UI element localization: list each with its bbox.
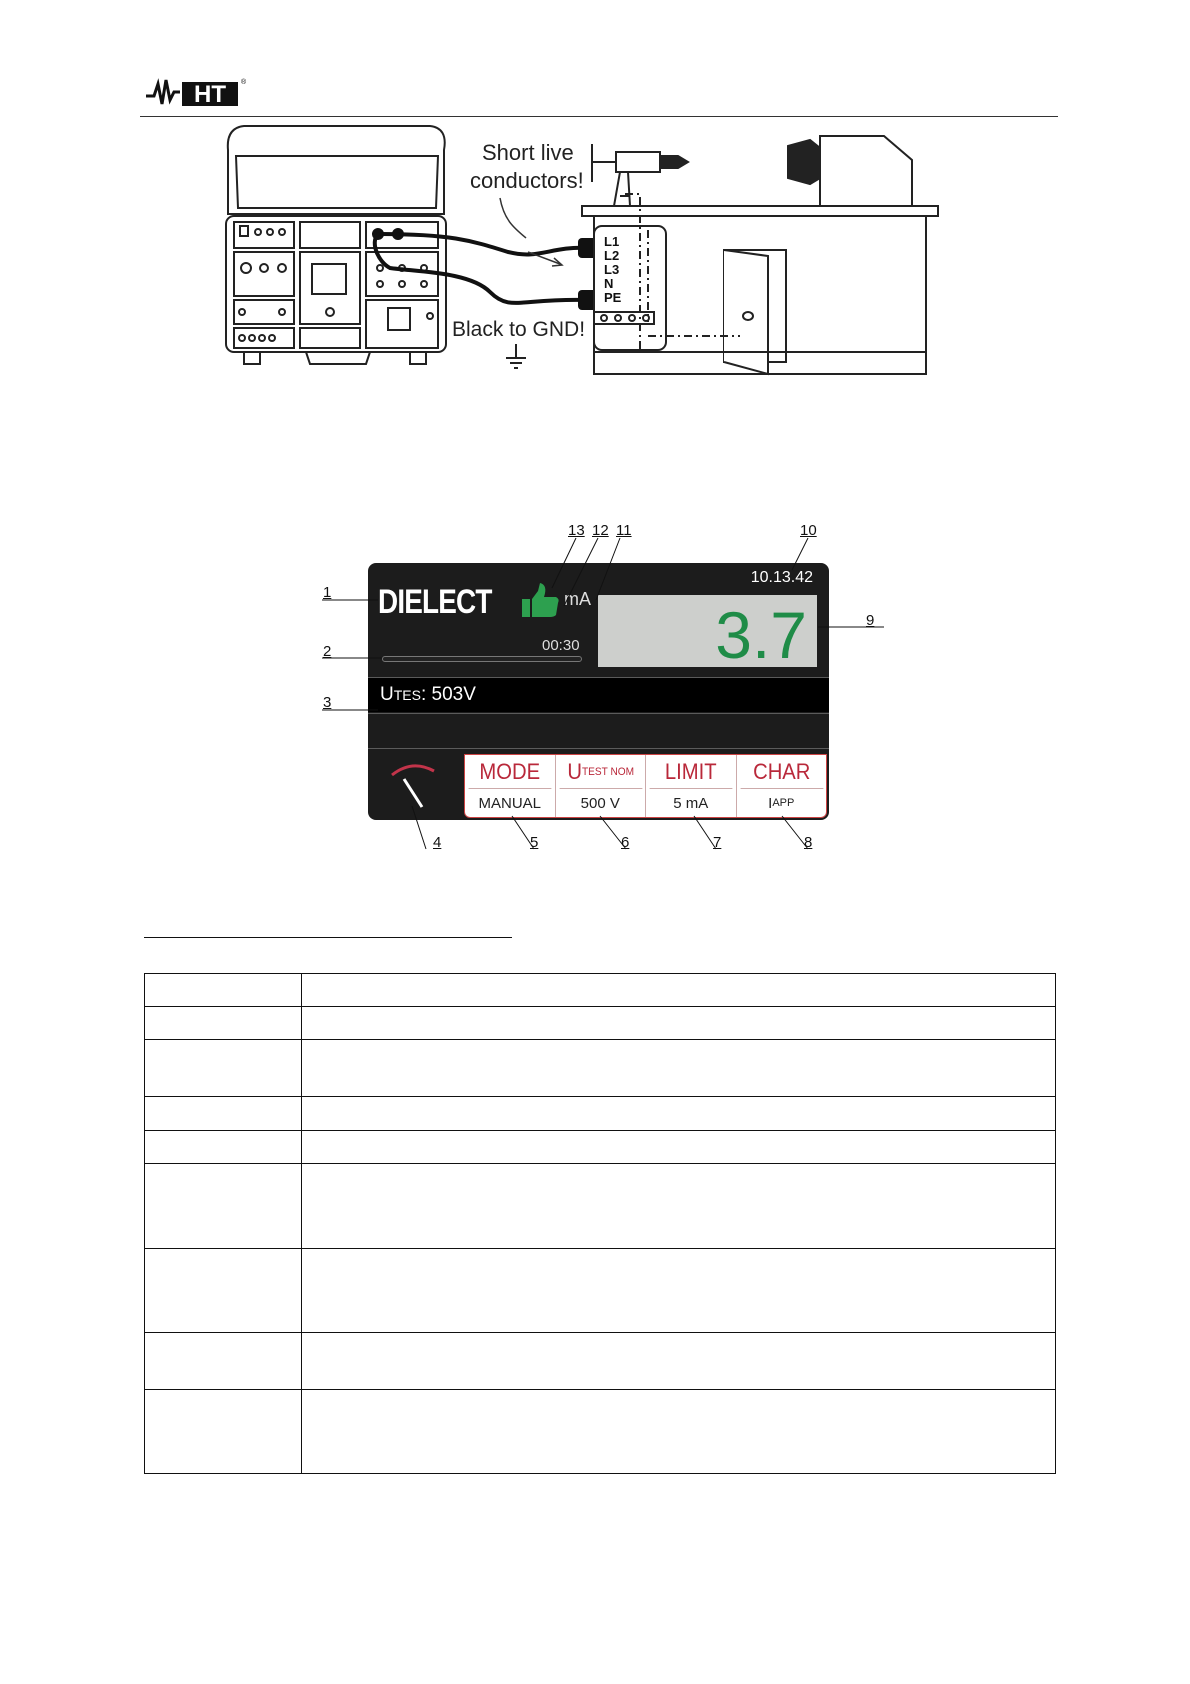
utest-nom-key-label (559, 755, 641, 789)
utes-row (368, 678, 829, 712)
iapp-sub: APP (772, 797, 795, 809)
table-row (145, 1164, 1056, 1249)
terminal-l1: L1 (604, 234, 620, 249)
screen-time: 10.13.42 (750, 569, 813, 586)
utes-sub: TES (393, 687, 421, 703)
callout-11: 11 (616, 522, 632, 539)
char-key[interactable] (737, 755, 827, 817)
mode-key[interactable] (465, 755, 556, 817)
soft-key-bar (464, 754, 827, 818)
table-row (145, 1333, 1056, 1390)
screen-divider (368, 713, 829, 714)
analog-meter-icon[interactable] (378, 755, 452, 811)
result-display (598, 595, 817, 672)
table-row (145, 1007, 1056, 1040)
machine-illustration (582, 136, 938, 374)
char-key-value (737, 789, 827, 817)
terminal-n: N (604, 276, 614, 291)
thumbs-up-icon (520, 583, 560, 619)
limit-key-value: 5 mA (673, 794, 709, 812)
ht-logo (144, 74, 248, 110)
iapp-main: I (768, 794, 773, 812)
table-row (145, 1040, 1056, 1097)
utest-nom-key-value: 500 V (580, 794, 620, 812)
note-black-gnd: Black to GND! (452, 318, 586, 341)
callout-1: 1 (323, 584, 332, 601)
header-rule (140, 116, 1058, 117)
measure-unit: mA (564, 589, 591, 609)
callout-5: 5 (530, 834, 539, 851)
terminal-l2: L2 (604, 248, 620, 263)
mode-key-label: MODE (469, 755, 551, 789)
test-timer: 00:30 (542, 637, 580, 654)
mode-key-value: MANUAL (478, 794, 541, 812)
note-short-line2: conductors! (470, 168, 584, 193)
table-row (145, 1097, 1056, 1131)
screen-divider (368, 748, 829, 749)
table-row (145, 1131, 1056, 1164)
utest-main: U (566, 758, 582, 784)
table-row (145, 1249, 1056, 1333)
instrument-illustration (226, 126, 446, 364)
utes-value: : 503V (420, 684, 476, 705)
callout-8: 8 (804, 834, 813, 851)
screen-title: DIELECT (378, 583, 492, 621)
result-value: 3.7 (715, 598, 807, 672)
description-table (144, 973, 1056, 1474)
callout-9: 9 (866, 612, 875, 629)
callout-3: 3 (323, 694, 332, 711)
utest-nom-key[interactable] (556, 755, 647, 817)
callout-10: 10 (800, 522, 817, 539)
instrument-screen (368, 563, 829, 820)
callout-2: 2 (323, 643, 332, 660)
wiring-diagram (220, 122, 980, 412)
svg-text:®: ® (241, 79, 247, 86)
terminal-l3: L3 (604, 262, 620, 277)
utest-sub: TEST NOM (581, 765, 634, 778)
callout-12: 12 (592, 522, 609, 539)
note-short-line1: Short live (482, 140, 574, 165)
callout-7: 7 (713, 834, 722, 851)
progress-bar (382, 656, 582, 662)
terminal-pe: PE (604, 290, 622, 305)
callout-13: 13 (568, 522, 585, 539)
callout-6: 6 (621, 834, 630, 851)
table-row (145, 974, 1056, 1007)
callout-4: 4 (433, 834, 442, 851)
section-underline (144, 937, 512, 938)
logo-text: HT (194, 81, 226, 108)
table-row (145, 1390, 1056, 1474)
limit-key[interactable] (646, 755, 737, 817)
limit-key-label: LIMIT (650, 755, 732, 789)
utes-readout (380, 684, 476, 706)
utes-label: U (380, 684, 394, 705)
char-key-label: CHAR (740, 755, 822, 789)
